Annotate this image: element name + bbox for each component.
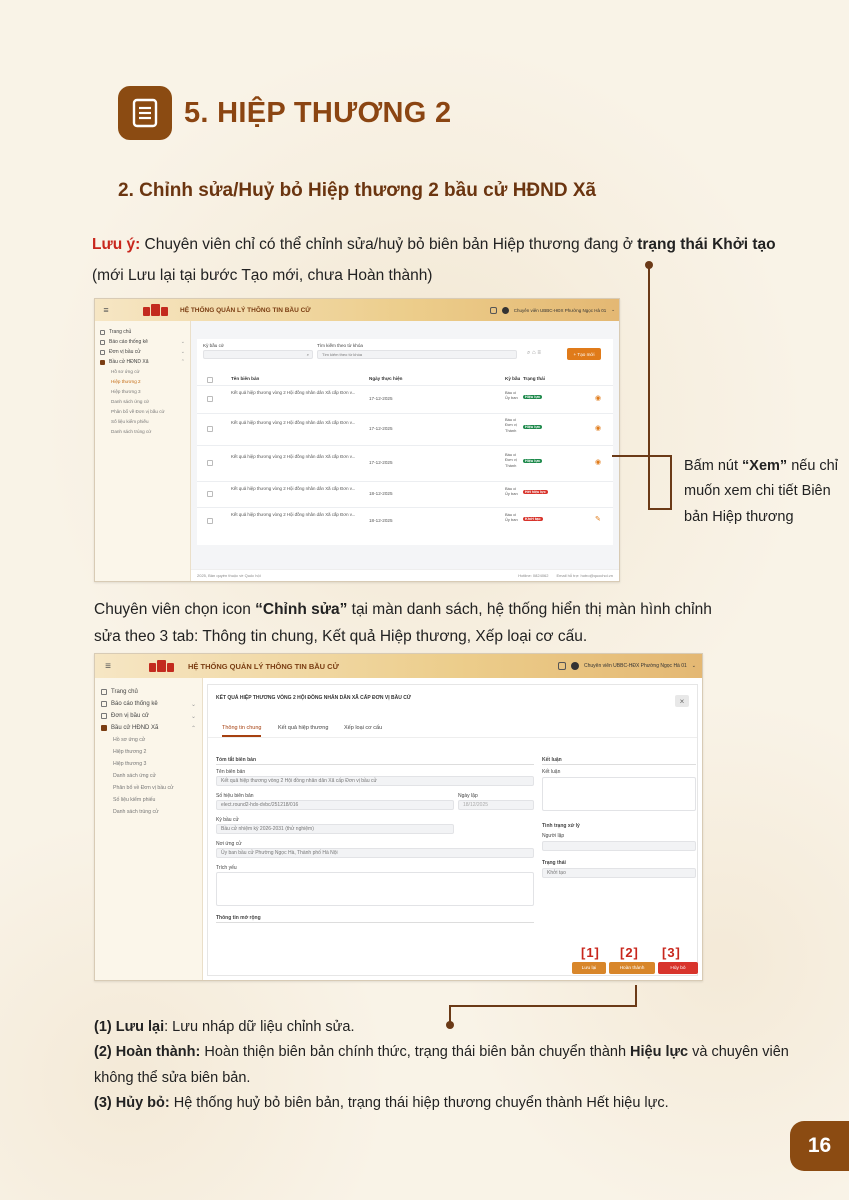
intro-paragraph-2 (94, 596, 734, 650)
sidebar-item-reports[interactable] (95, 337, 190, 347)
status-badge: Khởi tạo (525, 517, 541, 521)
sidebar-sub-trungcu[interactable]: Danh sách trúng cử (113, 809, 159, 815)
chevron-down-icon: ⌄ (190, 713, 196, 720)
note-bold: Hiệu lực (630, 1044, 689, 1061)
button-number-1: [1] (581, 945, 600, 960)
divider (216, 764, 534, 765)
button-number-3: [3] (662, 945, 681, 960)
number-label: Số hiệu biên bản (216, 793, 254, 799)
col-name: Tên biên bản (231, 376, 260, 381)
action-icons[interactable]: ⌕ ⌂ ≡ (527, 350, 541, 356)
row-term: Bầu ci Ủy ban (505, 486, 518, 497)
home-icon (100, 330, 105, 335)
sidebar-item-hdnd[interactable] (95, 357, 190, 367)
chart-icon (100, 340, 105, 345)
conclusion-textarea[interactable] (542, 777, 696, 811)
notification-icon[interactable] (490, 307, 497, 314)
chevron-down-icon: ⌄ (180, 339, 185, 345)
sidebar-sub-dsuc[interactable]: Danh sách ứng cử (113, 773, 156, 779)
callout-bold: “Xem” (742, 458, 788, 474)
sidebar-sub-dsuc[interactable]: Danh sách ứng cử (111, 399, 150, 404)
term-label: Kỳ bầu cử (216, 817, 239, 823)
dialog-title: KẾT QUẢ HIỆP THƯƠNG VÒNG 2 HỘI ĐỒNG NHÂN DÂN XÃ CẤP ĐƠN VỊ BẦU CỬ (216, 695, 411, 701)
note-paragraph (92, 229, 792, 291)
sidebar-sub-ht3[interactable]: Hiệp thương 3 (113, 761, 147, 767)
chevron-down-icon: ⌄ (190, 701, 196, 708)
tab-structure[interactable]: Xếp loại cơ cấu (344, 725, 383, 731)
name-label: Tên biên bản (216, 769, 246, 775)
sidebar-item-units[interactable] (95, 710, 202, 722)
table-row[interactable] (197, 481, 613, 507)
edit-icon[interactable]: ✎ (595, 516, 601, 523)
callout-text-2: nếu chỉ muốn xem chi tiết Biên bản Hiệp thương (684, 458, 838, 525)
chart-icon (101, 701, 107, 707)
note-status: trạng thái Khởi tạo (637, 236, 776, 253)
row-term: Bầu ci Đơn vị Thành (505, 417, 517, 433)
app-title: HỆ THỐNG QUẢN LÝ THÔNG TIN BẦU CỬ (188, 661, 339, 671)
subsection-title: 2. Chỉnh sửa/Huỷ bỏ Hiệp thương 2 bầu cử HĐND Xã (118, 180, 597, 201)
sidebar-label: Bầu cử HĐND Xã (109, 359, 149, 365)
note-text-2: (mới Lưu lại tại bước Tạo mới, chưa Hoàn thành) (92, 267, 433, 284)
tab-general[interactable]: Thông tin chung (222, 725, 261, 737)
table-row[interactable] (197, 385, 613, 413)
button-notes (94, 1015, 794, 1117)
row-checkbox[interactable] (207, 426, 213, 432)
sidebar-sub-kiemphieu[interactable]: Số liệu kiểm phiếu (113, 797, 156, 803)
row-name: Kết quả hiệp thương vòng 2 Hội đồng nhân dân Xã cấp Đơn v... (231, 420, 356, 425)
document-icon (118, 86, 172, 140)
sidebar-item-home[interactable] (95, 686, 202, 698)
sidebar-item-reports[interactable] (95, 698, 202, 710)
callout-line (450, 1005, 637, 1007)
note-label: Lưu ý: (92, 236, 141, 253)
creator-label: Người lập (542, 833, 565, 839)
save-button[interactable]: Lưu lại (572, 962, 606, 974)
row-date: 18-12-2025 (369, 518, 393, 523)
tab-result[interactable]: Kết quả hiệp thương (278, 725, 329, 731)
app-logo (143, 304, 168, 316)
sidebar-item-hdnd[interactable] (95, 722, 202, 734)
row-name: Kết quả hiệp thương vòng 2 Hội đồng nhân dân Xã cấp Đơn v... (231, 390, 356, 395)
app-title: HỆ THỐNG QUẢN LÝ THÔNG TIN BẦU CỬ (180, 306, 311, 314)
summary-heading: Tóm tắt biên bản (216, 757, 256, 763)
view-icon[interactable]: ◉ (595, 425, 602, 432)
select-all-checkbox[interactable] (207, 377, 213, 383)
callout-line (635, 985, 637, 1007)
sidebar-label: Trang chủ (111, 689, 138, 695)
user-name: Chuyên viên UBBC-HĐX Phường Ngọc Hà 01 (513, 307, 607, 313)
edit-screenshot (94, 653, 703, 981)
status-badge: Hiệu lực (525, 425, 541, 429)
sidebar-label: Bầu cử HĐND Xã (111, 725, 159, 731)
note-text: Hoàn thiện biên bản chính thức, trạng thái biên bản chuyển thành (200, 1044, 631, 1061)
callout-line (648, 508, 672, 510)
search-input[interactable]: Tìm kiếm theo từ khóa (317, 350, 517, 359)
tab-divider (208, 737, 697, 738)
status-badge: Hết hiệu lực (525, 490, 546, 494)
chevron-up-icon: ⌃ (180, 359, 185, 365)
avatar[interactable] (571, 662, 579, 670)
note-text: : Lưu nháp dữ liệu chỉnh sửa. (164, 1019, 355, 1035)
chevron-down-icon: ⌄ (180, 349, 185, 355)
view-callout (684, 454, 844, 530)
view-icon[interactable]: ◉ (595, 395, 602, 402)
name-input[interactable]: Kết quả hiệp thương vòng 2 Hội đồng nhân dân Xã cấp Đơn vị bầu cử (216, 776, 534, 786)
sidebar-sub-ht2[interactable]: Hiệp thương 2 (113, 749, 147, 755)
list-card (197, 339, 613, 545)
sidebar-sub-kiemphieu[interactable]: Số liệu kiểm phiếu (111, 419, 149, 424)
menu-icon[interactable]: ≡ (105, 660, 111, 672)
copyright: 2025, Bản quyền thuộc về Quốc hội (197, 573, 261, 578)
main-area (191, 321, 619, 569)
row-date: 17-12-2025 (369, 460, 393, 465)
cancel-button[interactable]: Hủy bỏ (658, 962, 698, 974)
status-input[interactable]: Khởi tạo (542, 868, 696, 878)
callout-line (612, 455, 672, 457)
note-text: Hệ thống huỷ bỏ biên bản, trạng thái hiệp thương chuyển thành Hết hiệu lực. (169, 1095, 669, 1112)
creator-input[interactable] (542, 841, 696, 851)
close-icon[interactable]: × (675, 695, 689, 707)
date-input[interactable]: 18/12/2025 (458, 800, 534, 810)
grid-icon (100, 360, 105, 365)
place-label: Nơi ứng cử (216, 841, 242, 847)
divider (216, 922, 534, 923)
term-input[interactable]: Bầu cử nhiệm kỳ 2026-2031 (thử nghiệm) (216, 824, 454, 834)
excerpt-label: Trích yếu (216, 865, 237, 871)
search-label: Tìm kiếm theo từ khóa (317, 343, 363, 348)
note-label: (3) Hủy bỏ: (94, 1095, 170, 1112)
hotline: Hotline: 0824062 (518, 573, 549, 578)
conclusion-label: Kết luận (542, 769, 561, 775)
list-screenshot (94, 298, 620, 582)
col-status: Trạng thái (523, 376, 545, 381)
sidebar-item-home[interactable] (95, 327, 190, 337)
page-number: 16 (790, 1121, 849, 1171)
row-term: Bầu ci Đơn vị Thành (505, 452, 517, 468)
sidebar-label: Báo cáo thống kê (111, 701, 158, 707)
row-checkbox[interactable] (207, 396, 213, 402)
para-text-2: tại màn danh sách, hệ thống hiển thị màn hình chỉnh sửa theo 3 tab: Thông tin chung, Kết quả Hiệp thương, Xếp loại cơ cấu. (94, 601, 712, 646)
user-name: Chuyên viên UBBC-HĐX Phường Ngọc Hà 01 (584, 663, 687, 669)
row-checkbox[interactable] (207, 460, 213, 466)
support-email: Email hỗ trợ: hotro@quochoi.vn (556, 573, 613, 578)
chevron-up-icon: ⌃ (190, 725, 196, 732)
callout-line (648, 265, 650, 510)
row-term: Bầu ci Ủy ban (505, 512, 518, 523)
section-header (118, 86, 451, 140)
note-1 (94, 1015, 794, 1040)
note-text: Chuyên viên chỉ có thể chỉnh sửa/huỷ bỏ biên bản Hiệp thương đang ở (140, 236, 638, 253)
app-footer (191, 569, 619, 581)
term-select[interactable] (203, 350, 313, 359)
grid-icon (101, 713, 107, 719)
row-checkbox[interactable] (207, 518, 213, 524)
sidebar-sub-ht2[interactable]: Hiệp thương 2 (111, 379, 141, 384)
number-input[interactable]: elect.round2-hdx-dvbc/251218/016 (216, 800, 454, 810)
app-logo (149, 660, 174, 672)
date-label: Ngày lập (458, 793, 478, 799)
menu-icon[interactable]: ≡ (103, 305, 109, 315)
table-row[interactable] (197, 445, 613, 481)
row-date: 18-12-2025 (369, 491, 393, 496)
status-label: Trạng thái (542, 860, 566, 866)
add-button[interactable]: + Tạo mới (567, 348, 601, 360)
sidebar (95, 321, 191, 581)
app-header (95, 299, 619, 321)
sidebar (95, 678, 203, 980)
row-name: Kết quả hiệp thương vòng 2 Hội đồng nhân dân Xã cấp Đơn v... (231, 486, 356, 491)
user-menu[interactable]: Chuyên viên UBBC-HĐX Phường Ngọc Hà 01 ⌄ (490, 307, 615, 314)
view-icon[interactable]: ◉ (595, 459, 602, 466)
status-badge: Hiệu lực (525, 459, 541, 463)
edit-dialog (207, 684, 698, 976)
status-badge: Hiệu lực (525, 395, 541, 399)
col-date: Ngày thực hiện (369, 376, 403, 381)
filter-label: Kỳ bầu cử (203, 343, 224, 348)
note-text-2: và chuyên viên không thể sửa biên bản. (94, 1044, 789, 1086)
excerpt-textarea[interactable] (216, 872, 534, 906)
search-icon: ⌕ (306, 352, 309, 357)
divider (542, 764, 696, 765)
note-label: (2) Hoàn thành: (94, 1044, 201, 1061)
sidebar-label: Báo cáo thống kê (109, 339, 148, 345)
row-name: Kết quả hiệp thương vòng 2 Hội đồng nhân dân Xã cấp Đơn v... (231, 454, 356, 459)
row-name: Kết quả hiệp thương vòng 2 Hội đồng nhân dân Xã cấp Đơn v... (231, 512, 356, 517)
sidebar-label: Đơn vị bầu cử (109, 349, 141, 355)
button-number-2: [2] (620, 945, 639, 960)
note-label: (1) Lưu lại (94, 1019, 165, 1035)
notification-icon[interactable] (558, 662, 566, 670)
sidebar-sub-ht3[interactable]: Hiệp thương 3 (111, 389, 141, 394)
sidebar-item-units[interactable] (95, 347, 190, 357)
sidebar-sub-phanbo[interactable]: Phân bổ về Đơn vị bầu cử (113, 785, 174, 791)
home-icon (101, 689, 107, 695)
row-date: 17-12-2025 (369, 396, 393, 401)
complete-button[interactable]: Hoàn thành (609, 962, 655, 974)
sidebar-label: Trang chủ (109, 329, 132, 335)
row-checkbox[interactable] (207, 491, 213, 497)
row-term: Bầu ci Ủy ban (505, 390, 518, 401)
grid-icon (101, 725, 107, 731)
extra-heading: Thông tin mở rộng (216, 915, 261, 921)
section-title: 5. HIỆP THƯƠNG 2 (184, 96, 452, 129)
process-heading: Tình trạng xử lý (542, 823, 580, 829)
user-menu[interactable]: Chuyên viên UBBC-HĐX Phường Ngọc Hà 01 ⌄ (558, 662, 696, 670)
sidebar-label: Đơn vị bầu cử (111, 713, 149, 719)
grid-icon (100, 350, 105, 355)
para-text: Chuyên viên chọn icon (94, 601, 256, 618)
table-row[interactable] (197, 413, 613, 445)
sidebar-sub-hoso[interactable]: Hồ sơ ứng cử (113, 737, 146, 743)
callout-text: Bấm nút (684, 458, 743, 474)
table-row[interactable] (197, 507, 613, 535)
avatar[interactable] (502, 307, 509, 314)
para-bold: “Chỉnh sửa” (255, 601, 348, 618)
note-3 (94, 1091, 794, 1116)
place-input[interactable]: Ủy ban bầu cử Phường Ngọc Hà, Thành phố Hà Nội (216, 848, 534, 858)
app-header (95, 654, 702, 678)
callout-line (670, 455, 672, 510)
row-date: 17-12-2025 (369, 426, 393, 431)
note-2 (94, 1040, 794, 1091)
sidebar-sub-phanbo[interactable]: Phân bổ về Đơn vị bầu cử (111, 409, 165, 414)
conclusion-heading: Kết luận (542, 757, 562, 763)
col-term: Kỳ bầu (505, 376, 521, 381)
sidebar-sub-trungcu[interactable]: Danh sách trúng cử (111, 429, 152, 434)
sidebar-sub-hoso[interactable]: Hồ sơ ứng cử (111, 369, 140, 374)
